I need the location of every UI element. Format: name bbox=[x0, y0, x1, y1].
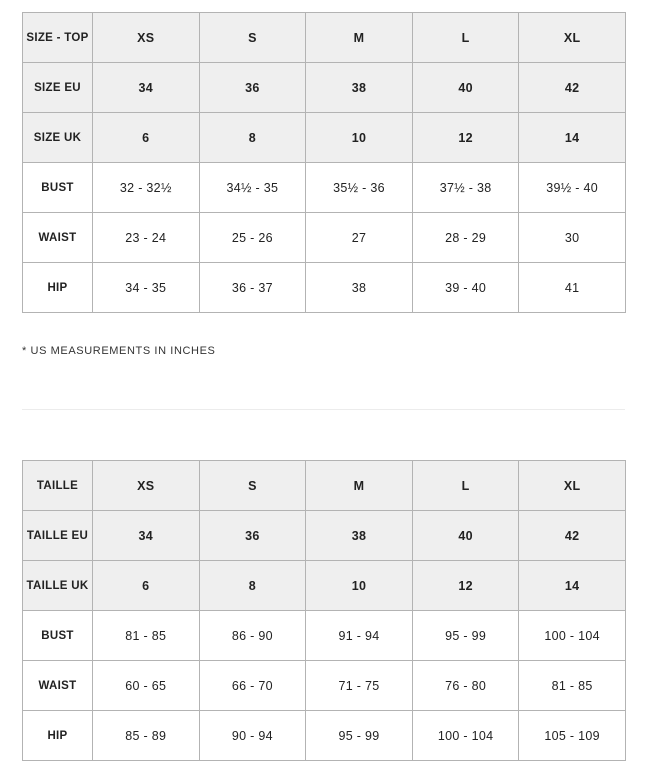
row-label: SIZE UK bbox=[23, 113, 93, 163]
table-cell: 36 bbox=[199, 63, 306, 113]
table-cell: 34 bbox=[93, 511, 200, 561]
table-cell: 10 bbox=[306, 113, 413, 163]
table-cell: 23 - 24 bbox=[93, 213, 200, 263]
table-cell: 35½ - 36 bbox=[306, 163, 413, 213]
table-cell: 37½ - 38 bbox=[412, 163, 519, 213]
table-cell: 34 - 35 bbox=[93, 263, 200, 313]
size-header-cell: S bbox=[199, 13, 306, 63]
table-cell: 38 bbox=[306, 263, 413, 313]
table-row bbox=[23, 611, 626, 661]
table-cell: 38 bbox=[306, 511, 413, 561]
table-cell: 8 bbox=[199, 113, 306, 163]
table-row bbox=[23, 263, 626, 313]
table-cell: 86 - 90 bbox=[199, 611, 306, 661]
table-header-row bbox=[23, 461, 626, 511]
table-cell: 32 - 32½ bbox=[93, 163, 200, 213]
row-label: BUST bbox=[23, 611, 93, 661]
table-cell: 27 bbox=[306, 213, 413, 263]
row-label: HIP bbox=[23, 263, 93, 313]
size-header-cell: L bbox=[412, 461, 519, 511]
section-divider bbox=[22, 409, 625, 410]
table-cell: 95 - 99 bbox=[412, 611, 519, 661]
table-row bbox=[23, 711, 626, 761]
table-cell: 91 - 94 bbox=[306, 611, 413, 661]
table-header-label: SIZE - TOP bbox=[23, 13, 93, 63]
table-cell: 60 - 65 bbox=[93, 661, 200, 711]
table-row bbox=[23, 561, 626, 611]
row-label: TAILLE EU bbox=[23, 511, 93, 561]
table-row bbox=[23, 661, 626, 711]
table-cell: 42 bbox=[519, 511, 626, 561]
table-cell: 14 bbox=[519, 561, 626, 611]
size-header-cell: XL bbox=[519, 13, 626, 63]
table-cell: 30 bbox=[519, 213, 626, 263]
table-cell: 100 - 104 bbox=[412, 711, 519, 761]
table-cell: 85 - 89 bbox=[93, 711, 200, 761]
table-cell: 90 - 94 bbox=[199, 711, 306, 761]
table-cell: 81 - 85 bbox=[519, 661, 626, 711]
size-header-cell: S bbox=[199, 461, 306, 511]
table-cell: 12 bbox=[412, 561, 519, 611]
table-cell: 12 bbox=[412, 113, 519, 163]
table-cell: 105 - 109 bbox=[519, 711, 626, 761]
table-cell: 41 bbox=[519, 263, 626, 313]
size-header-cell: M bbox=[306, 461, 413, 511]
table-cell: 38 bbox=[306, 63, 413, 113]
table-header-row bbox=[23, 13, 626, 63]
row-label: TAILLE UK bbox=[23, 561, 93, 611]
table-cell: 10 bbox=[306, 561, 413, 611]
table-cell: 40 bbox=[412, 63, 519, 113]
table-cell: 81 - 85 bbox=[93, 611, 200, 661]
table-header-label: TAILLE bbox=[23, 461, 93, 511]
row-label: WAIST bbox=[23, 661, 93, 711]
size-header-cell: M bbox=[306, 13, 413, 63]
measurement-unit-note: * US MEASUREMENTS IN INCHES bbox=[22, 345, 216, 357]
table-cell: 25 - 26 bbox=[199, 213, 306, 263]
row-label: SIZE EU bbox=[23, 63, 93, 113]
table-cell: 76 - 80 bbox=[412, 661, 519, 711]
table-row bbox=[23, 511, 626, 561]
row-label: WAIST bbox=[23, 213, 93, 263]
table-cell: 39 - 40 bbox=[412, 263, 519, 313]
table-cell: 39½ - 40 bbox=[519, 163, 626, 213]
table-cell: 66 - 70 bbox=[199, 661, 306, 711]
table-cell: 6 bbox=[93, 561, 200, 611]
row-label: BUST bbox=[23, 163, 93, 213]
table-cell: 34 bbox=[93, 63, 200, 113]
row-label: HIP bbox=[23, 711, 93, 761]
size-header-cell: XL bbox=[519, 461, 626, 511]
table-row bbox=[23, 163, 626, 213]
table-cell: 34½ - 35 bbox=[199, 163, 306, 213]
size-header-cell: XS bbox=[93, 461, 200, 511]
table-cell: 100 - 104 bbox=[519, 611, 626, 661]
table-row bbox=[23, 213, 626, 263]
table-row bbox=[23, 113, 626, 163]
table-cell: 36 - 37 bbox=[199, 263, 306, 313]
size-chart-inches-table bbox=[22, 12, 626, 313]
table-cell: 95 - 99 bbox=[306, 711, 413, 761]
table-cell: 42 bbox=[519, 63, 626, 113]
table-cell: 6 bbox=[93, 113, 200, 163]
table-cell: 71 - 75 bbox=[306, 661, 413, 711]
table-cell: 40 bbox=[412, 511, 519, 561]
size-chart-cm-table bbox=[22, 460, 626, 761]
size-header-cell: XS bbox=[93, 13, 200, 63]
table-cell: 28 - 29 bbox=[412, 213, 519, 263]
table-cell: 14 bbox=[519, 113, 626, 163]
size-header-cell: L bbox=[412, 13, 519, 63]
table-cell: 36 bbox=[199, 511, 306, 561]
table-cell: 8 bbox=[199, 561, 306, 611]
table-row bbox=[23, 63, 626, 113]
